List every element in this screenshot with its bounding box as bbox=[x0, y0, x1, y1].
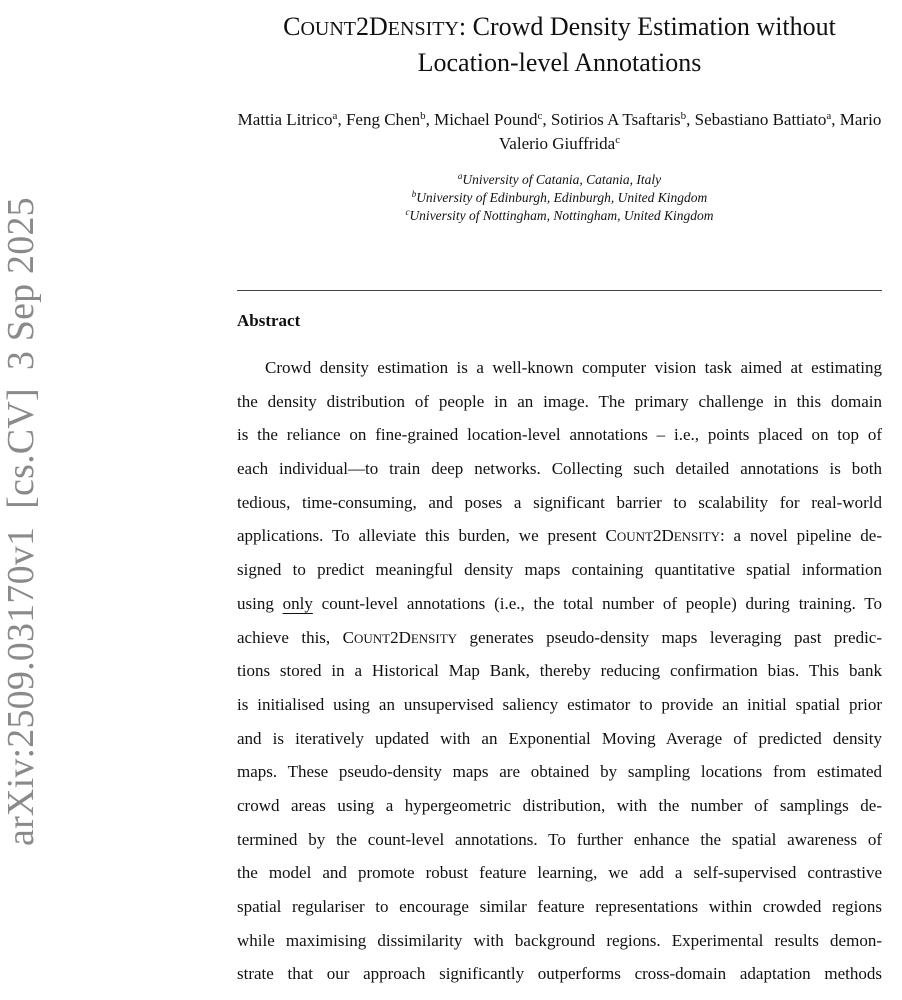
abstract-text bbox=[237, 351, 882, 991]
affiliation-mark: b bbox=[411, 189, 417, 199]
author-affiliation-mark: c bbox=[537, 110, 543, 122]
author bbox=[695, 110, 832, 129]
abstract-line: each individual—to train deep networks. Collecting such detailed annotations is both bbox=[237, 459, 882, 479]
abstract-line: and is iteratively updated with an Exponential Moving Average of predicted density bbox=[237, 728, 882, 748]
abstract-line bbox=[237, 587, 882, 621]
title-sc-2: OUNT bbox=[300, 18, 356, 40]
author-name: Mattia Litrico bbox=[237, 110, 333, 129]
abstract-line: while maximising dissimilarity with background regions. Experimental results demon- bbox=[237, 930, 882, 950]
method-sc-2: OUNT bbox=[616, 529, 653, 545]
abstract-line: the density distribution of people in an image. The primary challenge in this domain bbox=[237, 391, 882, 411]
abstract-fragment: using bbox=[237, 593, 283, 613]
author-list: Mattia Litrico$^a$, Feng Chen$^b$, Michael Pound$^c$, Sotirios A Tsaftaris$^b$, Sebastiano Battiato$^a$, Mario Valerio Giuffrida$^c$ bbox=[237, 110, 882, 153]
title-line1-rest: : Crowd Density Estimation without bbox=[458, 12, 836, 41]
affiliation-text: University of Catania, Catania, Italy bbox=[462, 172, 662, 187]
abstract-fragment: applications. To alleviate this burden, we present bbox=[237, 526, 606, 546]
abstract-line: strate that our approach significantly outperforms cross-domain adaptation methods bbox=[237, 964, 882, 984]
author-affiliation-mark: a bbox=[332, 110, 338, 122]
method-name bbox=[343, 628, 457, 647]
title-sc-1: C bbox=[283, 12, 301, 41]
abstract-line: is initialised using an unsupervised saliency estimator to provide an initial spatial prior bbox=[237, 694, 882, 714]
author-name: Feng Chen bbox=[345, 110, 421, 129]
abstract-line: spatial regulariser to encourage similar feature representations within crowded regions bbox=[237, 897, 882, 916]
title-sc-3: 2D bbox=[356, 12, 388, 41]
affiliation bbox=[237, 207, 882, 225]
author-affiliation-mark: a bbox=[826, 110, 832, 122]
abstract-line: termined by the count-level annotations. To further enhance the spatial awareness of bbox=[237, 829, 882, 849]
abstract-line: tions stored in a Historical Map Bank, thereby reducing confirmation bias. This bank bbox=[237, 661, 882, 681]
abstract-line: is the reliance on fine-grained location-level annotations – i.e., points placed on top of bbox=[237, 425, 882, 445]
affiliation-mark: c bbox=[405, 207, 410, 217]
title-sc-4: ENSITY bbox=[387, 18, 459, 40]
arxiv-date: 3 Sep 2025 bbox=[0, 197, 42, 371]
abstract-line: the model and promote robust feature learning, we add a self-supervised contrastive bbox=[237, 863, 882, 883]
method-sc-1: C bbox=[342, 627, 354, 647]
author bbox=[346, 110, 426, 129]
method-name bbox=[606, 526, 720, 545]
affiliation-list bbox=[237, 171, 882, 225]
abstract-line bbox=[237, 621, 882, 655]
author bbox=[434, 110, 542, 129]
arxiv-category: [cs.CV] bbox=[0, 388, 42, 509]
abstract-fragment: generates pseudo-density maps leveraging past predic- bbox=[457, 627, 882, 647]
affiliation bbox=[237, 171, 882, 189]
method-sc-2: OUNT bbox=[353, 630, 391, 646]
underlined-emphasis: only bbox=[282, 593, 313, 613]
abstract-line: maps. These pseudo-density maps are obtained by sampling locations from estimated bbox=[237, 762, 882, 782]
abstract-line: crowd areas using a hypergeometric distribution, with the number of samplings de- bbox=[237, 795, 882, 815]
author bbox=[551, 110, 686, 129]
method-sc-1: C bbox=[605, 526, 617, 546]
method-sc-3: 2D bbox=[390, 627, 411, 647]
author-affiliation-mark: b bbox=[680, 110, 687, 122]
arxiv-id: arXiv:2509.03170v1 bbox=[0, 526, 42, 846]
affiliation-mark: a bbox=[457, 171, 463, 181]
title-line2: Location-level Annotations bbox=[417, 48, 702, 77]
author-affiliation-mark: b bbox=[420, 110, 426, 122]
abstract-fragment: : a novel pipeline de- bbox=[719, 526, 882, 546]
author-name: Mario Valerio Giuffrida bbox=[498, 110, 882, 153]
author-affiliation-mark: c bbox=[615, 134, 621, 146]
method-sc-4: ENSITY bbox=[673, 529, 720, 545]
abstract-heading: Abstract bbox=[237, 311, 301, 330]
method-sc-3: 2D bbox=[652, 526, 674, 546]
affiliation-text: University of Nottingham, Nottingham, United Kingdom bbox=[409, 208, 714, 223]
abstract-divider bbox=[237, 290, 882, 291]
abstract-line bbox=[237, 519, 882, 553]
author-name: Sebastiano Battiato bbox=[694, 110, 827, 129]
abstract-line: tedious, time-consuming, and poses a significant barrier to scalability for real-world bbox=[237, 492, 882, 512]
affiliation-text: University of Edinburgh, Edinburgh, United Kingdom bbox=[416, 190, 708, 205]
author-name: Sotirios A Tsaftaris bbox=[550, 110, 681, 129]
title-method-name bbox=[283, 12, 459, 41]
abstract-line: Crowd density estimation is a well-known computer vision task aimed at estimating bbox=[265, 358, 882, 377]
author-name: Michael Pound bbox=[434, 110, 538, 129]
paper-title bbox=[237, 10, 882, 80]
arxiv-identifier-stamp bbox=[0, 197, 42, 846]
affiliation bbox=[237, 189, 882, 207]
author bbox=[238, 110, 338, 129]
abstract-line: signed to predict meaningful density maps containing quantitative spatial information bbox=[237, 560, 882, 580]
method-sc-4: ENSITY bbox=[410, 630, 458, 646]
abstract-fragment: achieve this, bbox=[237, 627, 343, 647]
abstract-fragment: count-level annotations (i.e., the total number of people) during training. To bbox=[312, 593, 882, 613]
